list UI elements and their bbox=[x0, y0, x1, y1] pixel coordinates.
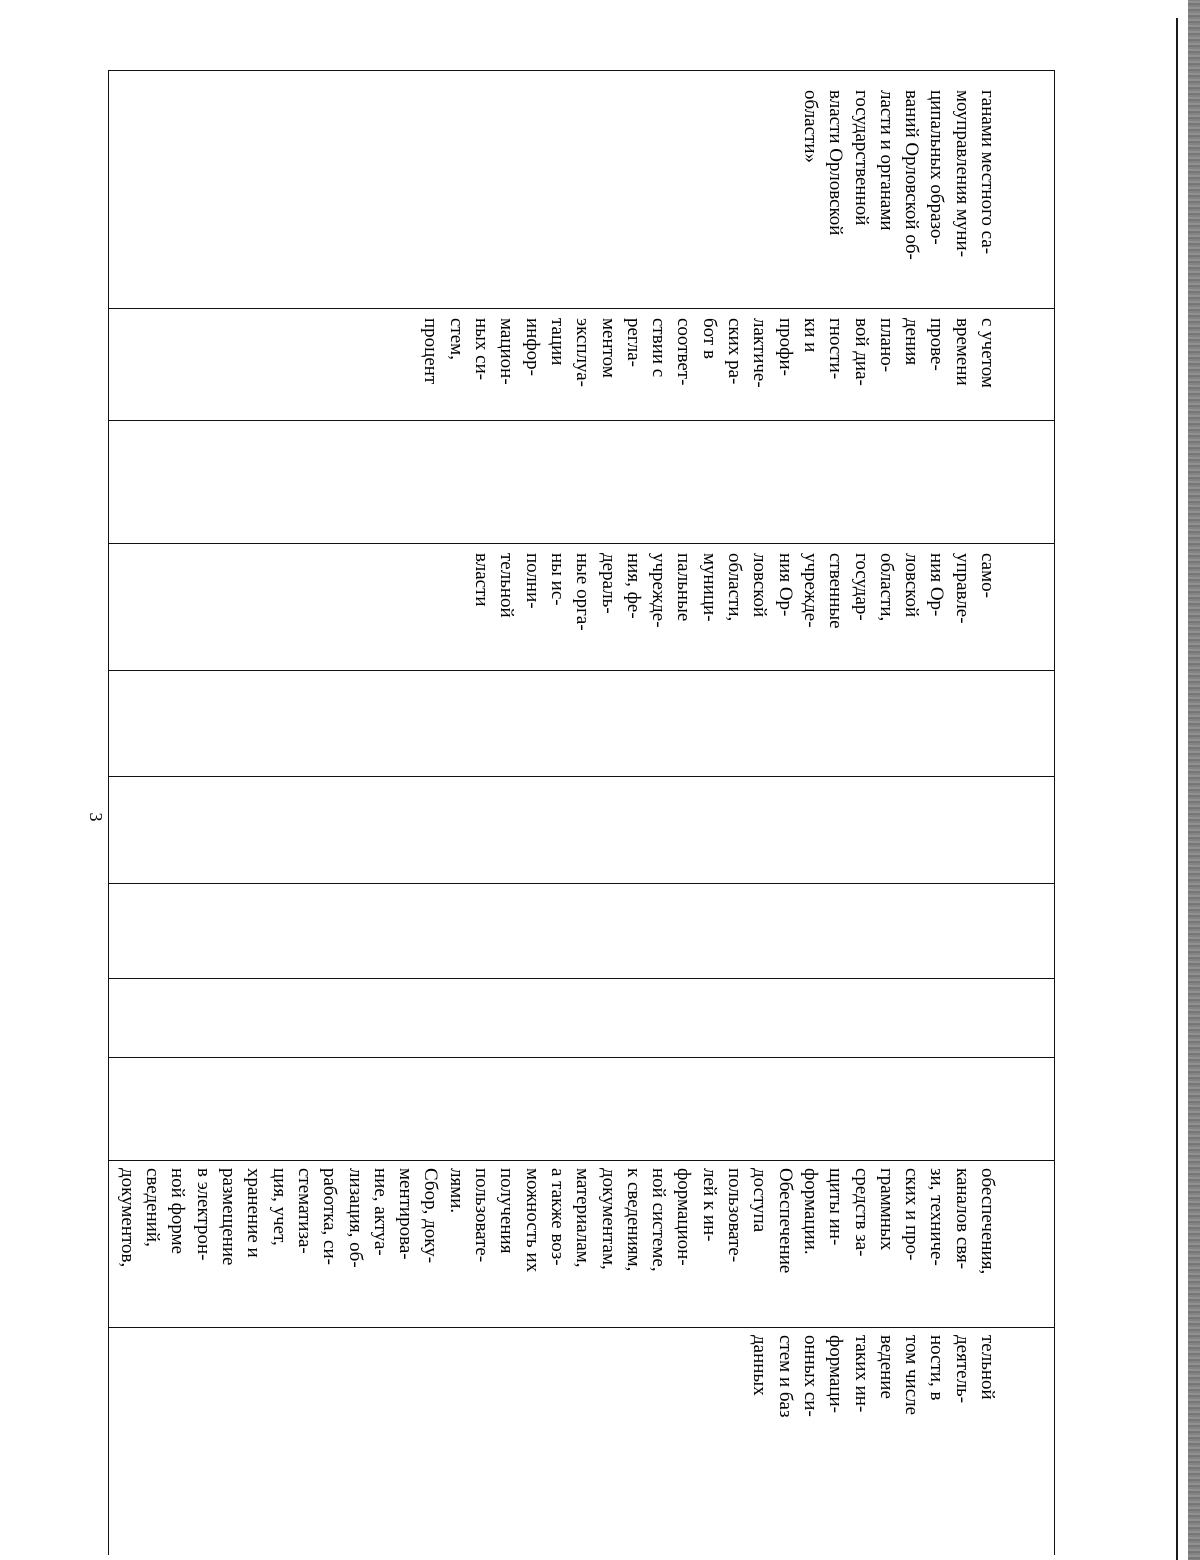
rotated-table bbox=[108, 70, 1054, 1555]
table-row-divider bbox=[108, 70, 109, 1555]
cell-last-column: ганами местного са- моуправления муни- ципальных образо- ваний Орловской об- ласти и органами государственной власти Орловской области» bbox=[799, 90, 998, 260]
table-border-right bbox=[1054, 70, 1055, 1555]
cell-participants-column: само- управле- ния Ор- ловской области, государ- ственные учрежде- ния Ор- ловской области, муници- пальные учрежде- ния, фе- дераль- ные орга- ны ис- полни- тельной власти bbox=[471, 553, 998, 631]
table-column-divider bbox=[108, 670, 1054, 671]
cell-measures-column: обеспечения, каналов свя- зи, техниче- ских и про- граммных средств за- щиты ин- формации. Обеспечение доступа пользовате- лей к ин- формацион- ной системе, к сведениям, документам, материалам, а также воз- можность их получения пользовате- лями. Сбор, доку- ментирова- ние, актуа- лизация, об- работка, си- стематиза- ция, учет, хранение и размещение в электрон- ной форме сведений, документов, bbox=[116, 1168, 998, 1275]
table-column-divider bbox=[108, 1057, 1054, 1058]
scan-edge-line bbox=[1176, 18, 1178, 1560]
page-number: 3 bbox=[86, 812, 106, 822]
table-column-divider bbox=[108, 1327, 1054, 1328]
scan-edge-border bbox=[1188, 0, 1200, 1560]
cell-indicator-column: с учетом времени прове- дения плано- вой диа- гности- ки и профи- лактиче- ских ра- бот в соответ- ствии с регла- ментом эксплуа- тации инфор- мацион- ных си- стем, процент bbox=[420, 318, 998, 388]
table-border-top bbox=[108, 70, 1054, 71]
table-column-divider bbox=[108, 308, 1054, 309]
table-column-divider bbox=[108, 543, 1054, 544]
table-column-divider bbox=[108, 1160, 1054, 1161]
table-column-divider bbox=[108, 883, 1054, 884]
table-column-divider bbox=[108, 420, 1054, 421]
table-column-divider bbox=[108, 776, 1054, 777]
cell-task-column: тельной деятель- ности, в том числе ведение таких ин- формаци- онных си- стем и баз данных bbox=[749, 1335, 998, 1418]
table-column-divider bbox=[108, 978, 1054, 979]
